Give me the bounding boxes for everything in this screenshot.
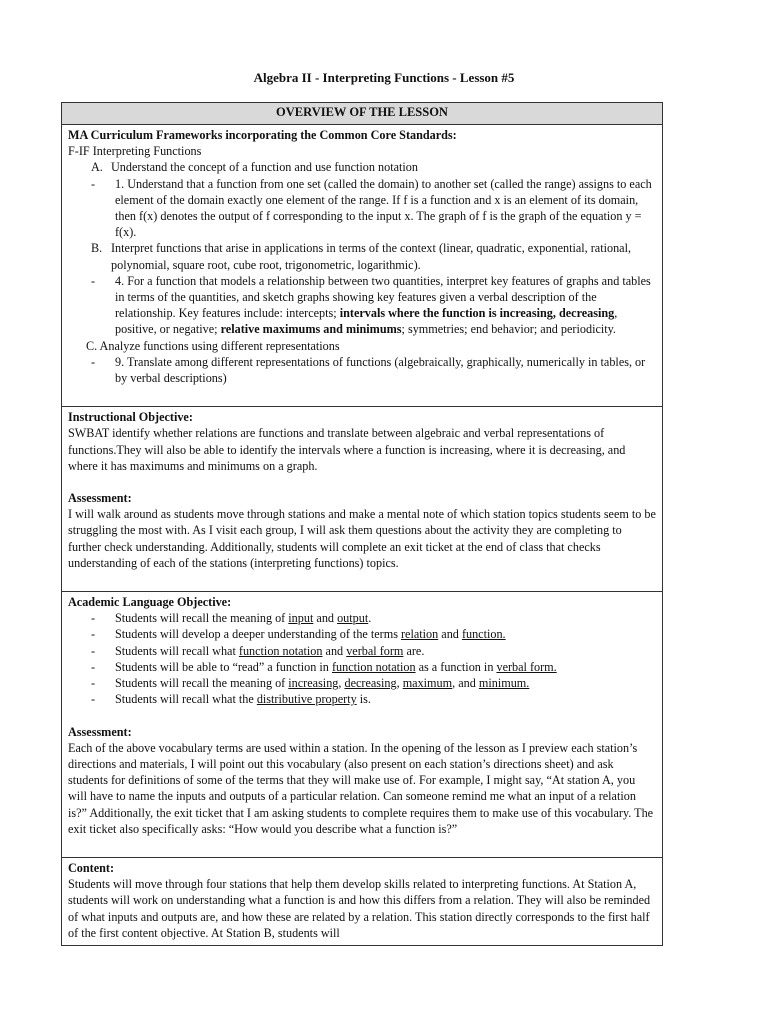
vocab-bullet bbox=[68, 691, 656, 707]
vocab-term: minimum. bbox=[478, 676, 530, 691]
vocab-text-part: Students will recall the meaning of bbox=[115, 676, 289, 691]
vocab-term: decreasing bbox=[344, 676, 397, 691]
overview-header: OVERVIEW OF THE LESSON bbox=[62, 103, 663, 125]
vocab-text-part: , bbox=[396, 676, 403, 691]
content-text: Students will move through four stations that help them develop skills related to interpreting functions. At Station A, students will work on understanding what a function is and how this differs from a relation. They will also be reminded of what inputs and outputs are, and how these are related by a relation. This station directly corresponds to the first half of the first content objective. At Station B, students will bbox=[68, 877, 651, 940]
standard-item-a bbox=[68, 159, 656, 175]
standard-text: 9. Translate among different representations of functions (algebraically, graphically, numerically in tables, or by verbal descriptions) bbox=[115, 354, 646, 386]
vocab-text bbox=[115, 626, 656, 642]
assessment-heading: Assessment: bbox=[68, 491, 132, 506]
spacer bbox=[68, 386, 656, 402]
vocab-text-part: Students will be able to “read” a function in bbox=[115, 659, 332, 674]
vocab-text-part: Students will recall the meaning of bbox=[115, 611, 289, 626]
list-marker: - bbox=[91, 176, 96, 191]
standard-text-part: 4. For a function that models a relationship between two quantities, interpret key features of graphs and tables in terms of the quantities, and sketch graphs showing key features given a verbal description of the relationship. Key features include: intercepts; bbox=[115, 273, 651, 321]
frameworks-heading: MA Curriculum Frameworks incorporating the Common Core Standards: bbox=[68, 128, 457, 142]
standards-row bbox=[62, 125, 663, 407]
instructional-cell bbox=[62, 407, 663, 592]
standard-text-part: ; symmetries; end behavior; and periodicity. bbox=[401, 322, 616, 337]
standard-text-emphasis: relative maximums and minimums bbox=[220, 322, 402, 337]
standard-item-b bbox=[68, 240, 656, 272]
standard-item-a1 bbox=[68, 176, 656, 241]
vocab-text bbox=[115, 675, 656, 691]
vocab-text bbox=[115, 610, 656, 626]
academic-row bbox=[62, 592, 663, 858]
vocab-text-part: , and bbox=[452, 676, 479, 691]
vocab-bullet bbox=[68, 610, 656, 626]
spacer bbox=[68, 708, 656, 724]
vocab-bullet bbox=[68, 675, 656, 691]
vocab-bullet bbox=[68, 626, 656, 642]
list-marker: - bbox=[91, 354, 96, 369]
standard-text bbox=[115, 273, 656, 338]
vocab-term: function. bbox=[461, 627, 506, 642]
list-marker: - bbox=[91, 273, 96, 288]
content-row bbox=[62, 857, 663, 945]
overview-header-row bbox=[62, 103, 663, 125]
standard-text: Understand the concept of a function and use function notation bbox=[111, 160, 418, 175]
lesson-table bbox=[61, 102, 663, 946]
vocab-text-part: as a function in bbox=[415, 659, 497, 674]
standard-item-b4 bbox=[68, 273, 656, 338]
list-marker: A. bbox=[91, 160, 103, 175]
vocab-term: increasing bbox=[288, 676, 339, 691]
document-title: Algebra II - Interpreting Functions - Lesson #5 bbox=[253, 70, 515, 85]
list-marker: - bbox=[91, 692, 96, 707]
vocab-text-part: are. bbox=[403, 643, 425, 658]
assessment-text: I will walk around as students move through stations and make a mental note of which station topics students seem to be struggling the most with. As I visit each group, I will ask them questions about the activity they are completing to further check understanding. Additionally, students will complete an exit ticket at the end of class that checks understanding of each of the stations (interpreting functions) topics. bbox=[68, 507, 656, 570]
instructional-row bbox=[62, 407, 663, 592]
list-marker: B. bbox=[91, 241, 103, 256]
vocab-text-part: is. bbox=[356, 692, 371, 707]
standard-item-c9 bbox=[68, 354, 656, 386]
vocab-text-part: Students will recall what the bbox=[115, 692, 257, 707]
content-cell bbox=[62, 857, 663, 945]
vocab-bullet bbox=[68, 643, 656, 659]
vocab-text-part: Students will develop a deeper understanding of the terms bbox=[115, 627, 401, 642]
vocab-text-part: . bbox=[368, 611, 372, 626]
spacer bbox=[68, 837, 656, 853]
instructional-objective-text: SWBAT identify whether relations are functions and translate between algebraic and verbal representations of functions.They will also be able to identify the intervals where a function is increasing, where it is decreasing, and where it has maximums and minimums on a graph. bbox=[68, 426, 626, 473]
vocab-text-part: and bbox=[313, 611, 338, 626]
vocab-term: distributive property bbox=[256, 692, 357, 707]
standard-text-emphasis: intervals where the function is increasing, decreasing bbox=[339, 306, 615, 321]
instructional-objective-heading: Instructional Objective: bbox=[68, 410, 193, 425]
list-marker: - bbox=[91, 611, 96, 626]
vocab-term: function notation bbox=[238, 643, 323, 658]
vocab-term: maximum bbox=[402, 676, 453, 691]
vocab-bullet bbox=[68, 659, 656, 675]
spacer bbox=[68, 474, 656, 490]
standard-text: Interpret functions that arise in applications in terms of the context (linear, quadratic, exponential, rational, polynomial, square root, cube root, trigonometric, logarithmic). bbox=[111, 241, 632, 272]
vocab-text bbox=[115, 691, 656, 707]
vocab-term: output bbox=[337, 611, 369, 626]
spacer bbox=[68, 571, 656, 587]
standard-text-part: , positive, or negative; bbox=[115, 306, 618, 337]
list-marker: - bbox=[91, 659, 96, 674]
vocab-term: function notation bbox=[331, 659, 416, 674]
standard-item-c: C. Analyze functions using different representations bbox=[86, 338, 340, 353]
standard-text: 1. Understand that a function from one set (called the domain) to another set (called the range) assigns to each element of the domain exactly one element of the range. If f is a function and x is an element of its domain, then f(x) denotes the output of f corresponding to the input x. The graph of f is the graph of the equation y = f(x). bbox=[115, 176, 652, 240]
vocab-text-part: , bbox=[338, 676, 345, 691]
vocab-text bbox=[115, 659, 656, 675]
assessment-text: Each of the above vocabulary terms are used within a station. In the opening of the lesson as I preview each station’s directions and materials, I will point out this vocabulary (also present on each station’s directions sheet) and ask students for definitions of some of the terms that they will make use of. For example, I might say, “At station A, you will have to name the inputs and outputs of a particular relation. Can someone remind me what an input of a relation is?” Additionally, the exit ticket that I am asking students to complete requires them to make use of this vocabulary. The exit ticket also specifically asks: “How would you describe what a function is?” bbox=[68, 740, 654, 836]
vocab-term: input bbox=[288, 611, 314, 626]
list-marker: - bbox=[91, 676, 96, 691]
standards-domain: F-IF Interpreting Functions bbox=[68, 144, 202, 159]
vocab-term: relation bbox=[401, 627, 439, 642]
vocab-text-part: and bbox=[322, 643, 347, 658]
list-marker: - bbox=[91, 643, 96, 658]
vocab-text-part: and bbox=[438, 627, 462, 642]
list-marker: - bbox=[91, 627, 96, 642]
content-heading: Content: bbox=[68, 860, 115, 875]
vocab-text-part: Students will recall what bbox=[115, 643, 239, 658]
vocab-term: verbal form. bbox=[496, 659, 557, 674]
vocab-text bbox=[115, 643, 656, 659]
academic-cell bbox=[62, 592, 663, 858]
vocab-term: verbal form bbox=[346, 643, 404, 658]
standards-cell bbox=[62, 125, 663, 407]
assessment-heading: Assessment: bbox=[68, 724, 132, 739]
academic-language-heading: Academic Language Objective: bbox=[68, 595, 232, 610]
